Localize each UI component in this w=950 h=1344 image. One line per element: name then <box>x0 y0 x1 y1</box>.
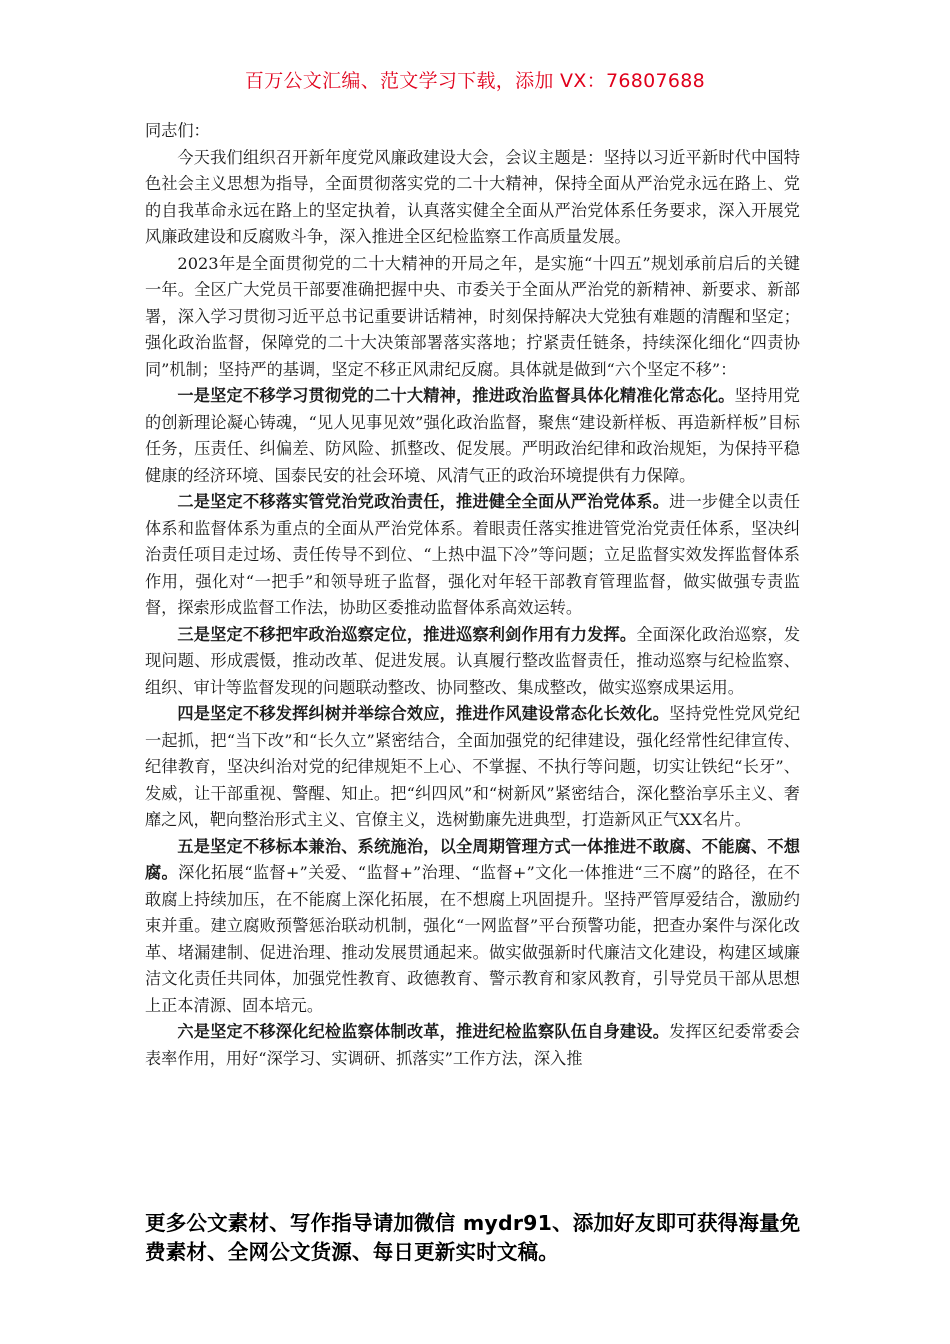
document-body <box>145 118 800 1072</box>
paragraph-lead: 二是坚定不移落实管党治党政治责任，推进健全全面从严治党体系。 <box>177 492 670 511</box>
paragraph-text: 2023年是全面贯彻党的二十大精神的开局之年，是实施“十四五”规划承前启后的关键一年。全区广大党员干部要准确把握中央、市委关于全面从严治党的新精神、新要求、新部署，深入学习贯彻习近平总书记重要讲话精神，时刻保持解决大党独有难题的清醒和坚定；强化政治监督，保障党的二十大决策部署落实落地；拧紧责任链条，持续深化细化“四责协同”机制；坚持严的基调，坚定不移正风肃纪反腐。具体就是做到“六个坚定不移”： <box>145 253 800 379</box>
paragraph-text: 今天我们组织召开新年度党风廉政建设大会，会议主题是：坚持以习近平新时代中国特色社会主义思想为指导，全面贯彻落实党的二十大精神，保持全面从严治党永远在路上、党的自我革命永远在路上的坚定执着，认真落实健全全面从严治党体系任务要求，深入开展党风廉政建设和反腐败斗争，深入推进全区纪检监察工作高质量发展。 <box>145 147 800 246</box>
paragraph-point-3 <box>145 622 800 702</box>
paragraph-text: 进一步健全以责任体系和监督体系为重点的全面从严治党体系。着眼责任落实推进管党治党责任体系，坚决纠治责任项目走过场、责任传导不到位、“上热中温下冷”等问题；立足监督实效发挥监督体系作用，强化对“一把手”和领导班子监督，强化对年轻干部教育管理监督，做实做强专责监督，探索形成监督工作法，协助区委推动监督体系高效运转。 <box>145 492 801 617</box>
paragraph-point-5 <box>145 834 800 1020</box>
paragraph-point-1 <box>145 383 800 489</box>
paragraph-text: 坚持用党的创新理论凝心铸魂，“见人见事见效”强化政治监督，聚焦“建设新样板、再造新样板”目标任务，压责任、纠偏差、防风险、抓整改、促发展。严明政治纪律和政治规矩，为保持平稳健康的经济环境、国泰民安的社会环境、风清气正的政治环境提供有力保障。 <box>145 386 800 485</box>
paragraph-point-6 <box>145 1019 800 1072</box>
paragraph-text: 深化拓展“监督+”关爱、“监督+”治理、“监督+”文化一体推进“三不腐”的路径，在不敢腐上持续加压，在不能腐上深化拓展，在不想腐上巩固提升。坚持严管厚爱结合，激励约束并重。建立腐败预警惩治联动机制，强化“一网监督”平台预警功能，把查办案件与深化改革、堵漏建制、促进治理、推动发展贯通起来。做实做强新时代廉洁文化建设，构建区域廉洁文化责任共同体，加强党性教育、政德教育、警示教育和家风教育，引导党员干部从思想上正本清源、固本培元。 <box>145 863 800 1015</box>
paragraph-point-4 <box>145 701 800 834</box>
paragraph-overview <box>145 251 800 384</box>
paragraph-text: 坚持党性党风党纪一起抓，把“当下改”和“长久立”紧密结合，全面加强党的纪律建设，强化经常性纪律宣传、纪律教育，坚决纠治对党的纪律规矩不上心、不掌握、不执行等问题，切实让铁纪“长牙”、发威，让干部重视、警醒、知止。把“纠四风”和“树新风”紧密结合，深化整治享乐主义、奢靡之风，靶向整治形式主义、官僚主义，选树勤廉先进典型，打造新风正气XX名片。 <box>145 704 801 829</box>
paragraph-point-2 <box>145 489 800 622</box>
header-banner: 百万公文汇编、范文学习下载，添加 VX：76807688 <box>244 70 706 92</box>
paragraph-lead: 六是坚定不移深化纪检监察体制改革，推进纪检监察队伍自身建设。 <box>177 1022 670 1041</box>
paragraph-lead: 一是坚定不移学习贯彻党的二十大精神，推进政治监督具体化精准化常态化。 <box>177 386 735 405</box>
paragraph-lead: 四是坚定不移发挥纠树并举综合效应，推进作风建设常态化长效化。 <box>177 704 670 723</box>
paragraph-intro <box>145 145 800 251</box>
paragraph-lead: 五是坚定不移标本兼治、系统施治，以全周期管理方式一体推进不敢腐、不能腐、不想腐。 <box>145 836 800 882</box>
salutation: 同志们： <box>145 121 210 140</box>
paragraph-text: 全面深化政治巡察，发现问题、形成震慑，推动改革、促进发展。认真履行整改监督责任，推动巡察与纪检监察、组织、审计等监督发现的问题联动整改、协同整改、集成整改，做实巡察成果运用。 <box>145 624 801 697</box>
footer-promo: 更多公文素材、写作指导请加微信 mydr91、添加好友即可获得海量免费素材、全网公文货源、每日更新实时文稿。 <box>145 1211 801 1264</box>
paragraph-lead: 三是坚定不移把牢政治巡察定位，推进巡察利剑作用有力发挥。 <box>177 624 637 644</box>
paragraph-text: 发挥区纪委常委会表率作用，用好“深学习、实调研、抓落实”工作方法，深入推 <box>145 1022 801 1068</box>
